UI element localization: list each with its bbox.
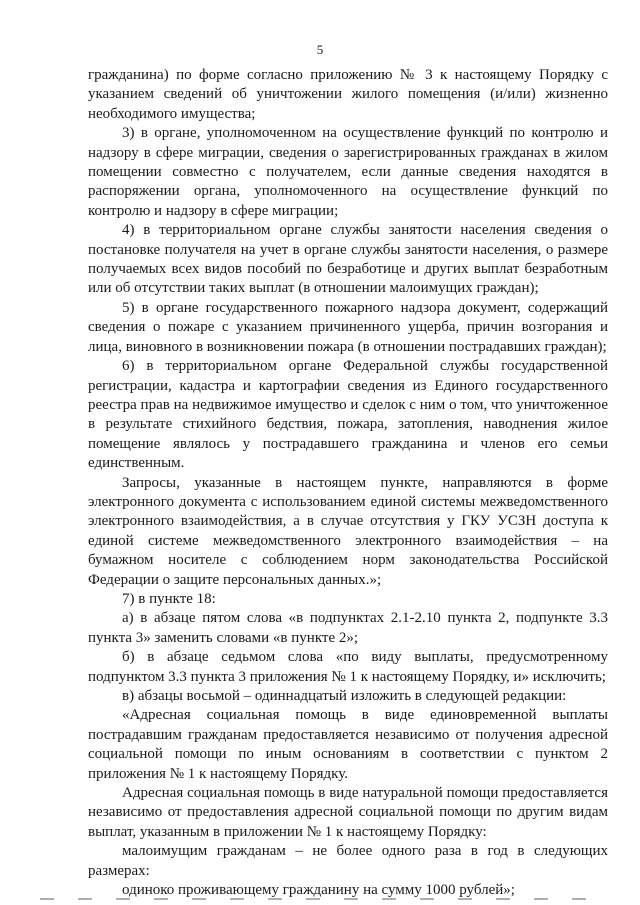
scan-edge-mark — [40, 898, 600, 900]
paragraph-single-resident: одиноко проживающему гражданину на сумму 1000 рублей»; — [122, 882, 515, 899]
paragraph-item-7: 7) в пункте 18: — [122, 590, 216, 607]
paragraph-item-5: 5) в органе государственного пожарного надзора документ, содержащий сведения о пожаре с указанием причиненного ущерба, причин возгорания и лица, виновного в возникновении пожара (в отношении пострадавших граждан); — [88, 299, 608, 355]
paragraph-sub-v: в) абзацы восьмой – одиннадцатый изложить в следующей редакции: — [122, 688, 567, 704]
document-body — [88, 66, 608, 900]
paragraph-quote-in-kind: Адресная социальная помощь в виде натуральной помощи предоставляется независимо от предоставления адресной социальной помощи по другим видам выплат, указанным в приложении № 1 к настоящему Порядку: — [88, 785, 608, 840]
paragraph-sub-a: а) в абзаце пятом слова «в подпунктах 2.1-2.10 пункта 2, подпункте 3.3 пункта 3» заменить словами «в пункте 2»; — [88, 610, 608, 646]
paragraph-continuation: гражданина) по форме согласно приложению № 3 к настоящему Порядку с указанием сведений об уничтожении жилого помещения (и/или) жизненно необходимого имущества; — [88, 67, 608, 122]
paragraph-item-4: 4) в территориальном органе службы занятости населения сведения о постановке получателя на учет в органе службы занятости населения, о размере получаемых всех видов пособий по безработице и других выплат безработным или об отсутствии таких выплат (в отношении малоимущих граждан); — [88, 222, 608, 297]
paragraph-item-3: 3) в органе, уполномоченном на осуществление функций по контролю и надзору в сфере миграции, сведения о зарегистрированных гражданах в жилом помещении совместно с получателем, если данные сведения находятся в распоряжении органа, уполномоченного на осуществление функций по контролю и надзору в сфере миграции; — [88, 125, 608, 219]
paragraph-low-income: малоимущим гражданам – не более одного раза в год в следующих размерах: — [88, 843, 608, 879]
paragraph-item-6: 6) в территориальном органе Федеральной службы государственной регистрации, кадастра и картографии сведения из Единого государственного реестра прав на недвижимое имущество и сделок с ним о том, что уничтоженное в результате стихийного бедствия, пожара, затопления, наводнения жилое помещение являлось у пострадавшего гражданина и членов его семьи единственным. — [88, 358, 608, 472]
page-number: 5 — [316, 42, 324, 57]
paragraph-quote-lump-sum: «Адресная социальная помощь в виде единовременной выплаты пострадавшим гражданам предоставляется независимо от получения адресной социальной помощи по иным основаниям в соответствии с пунктом 2 приложения № 1 к настоящему Порядку. — [88, 707, 608, 782]
paragraph-sub-b: б) в абзаце седьмом слова «по виду выплаты, предусмотренному подпунктом 3.3 пункта 3 приложения № 1 к настоящему Порядку, и» исключить; — [88, 649, 608, 685]
paragraph-requests: Запросы, указанные в настоящем пункте, направляются в форме электронного документа с использованием единой системы межведомственного электронного взаимодействия, а в случае отсутствия у ГКУ УСЗН доступа к единой системе межведомственного электронного взаимодействия – на бумажном носителе с соблюдением норм законодательства Российской Федерации о защите персональных данных.»; — [88, 474, 608, 588]
